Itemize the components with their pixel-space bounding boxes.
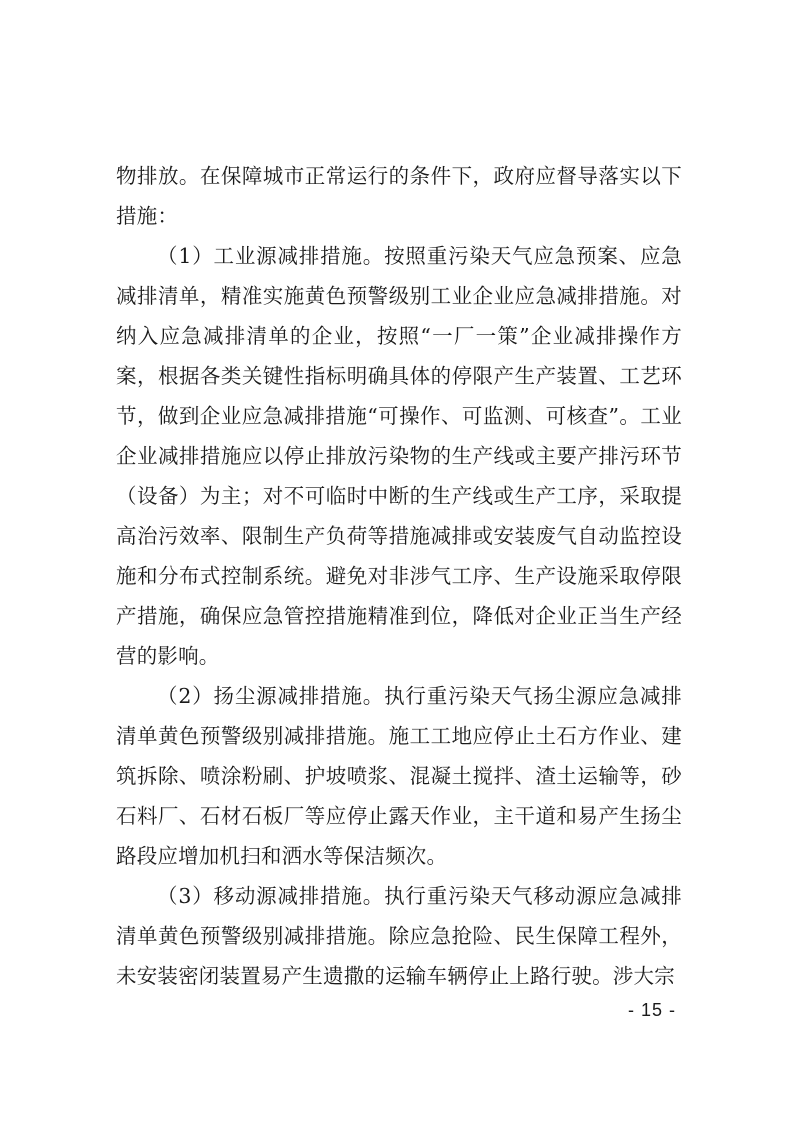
paragraph-dust-source: （2）扬尘源减排措施。执行重污染天气扬尘源应急减排清单黄色预警级别减排措施。施工工地应停止土石方作业、建筑拆除、喷涂粉刷、护坡喷浆、混凝土搅拌、渣土运输等，砂石料厂、石材石板厂等应停止露天作业，主干道和易产生扬尘路段应增加机扫和洒水等保洁频次。	[116, 684, 682, 868]
paragraph-industrial-source: （1）工业源减排措施。按照重污染天气应急预案、应急减排清单，精准实施黄色预警级别工业企业应急减排措施。对纳入应急减排清单的企业，按照“一厂一策”企业减排操作方案，根据各类关键性指标明确具体的停限产生产装置、工艺环节，做到企业应急减排措施“可操作、可监测、可核查”。工业企业减排措施应以停止排放污染物的生产线或主要产排污环节（设备）为主；对不可临时中断的生产线或生产工序，采取提高治污效率、限制生产负荷等措施减排或安装废气自动监控设施和分布式控制系统。避免对非涉气工序、生产设施采取停限产措施，确保应急管控措施精准到位，降低对企业正当生产经营的影响。	[116, 244, 682, 668]
document-body	[116, 156, 682, 996]
paragraph-mobile-source: （3）移动源减排措施。执行重污染天气移动源应急减排清单黄色预警级别减排措施。除应急抢险、民生保障工程外，未安装密闭装置易产生遗撒的运输车辆停止上路行驶。涉大宗	[116, 884, 682, 988]
paragraph-continuation: 物排放。在保障城市正常运行的条件下，政府应督导落实以下措施：	[116, 164, 682, 228]
page-number: - 15 -	[627, 1000, 676, 1020]
